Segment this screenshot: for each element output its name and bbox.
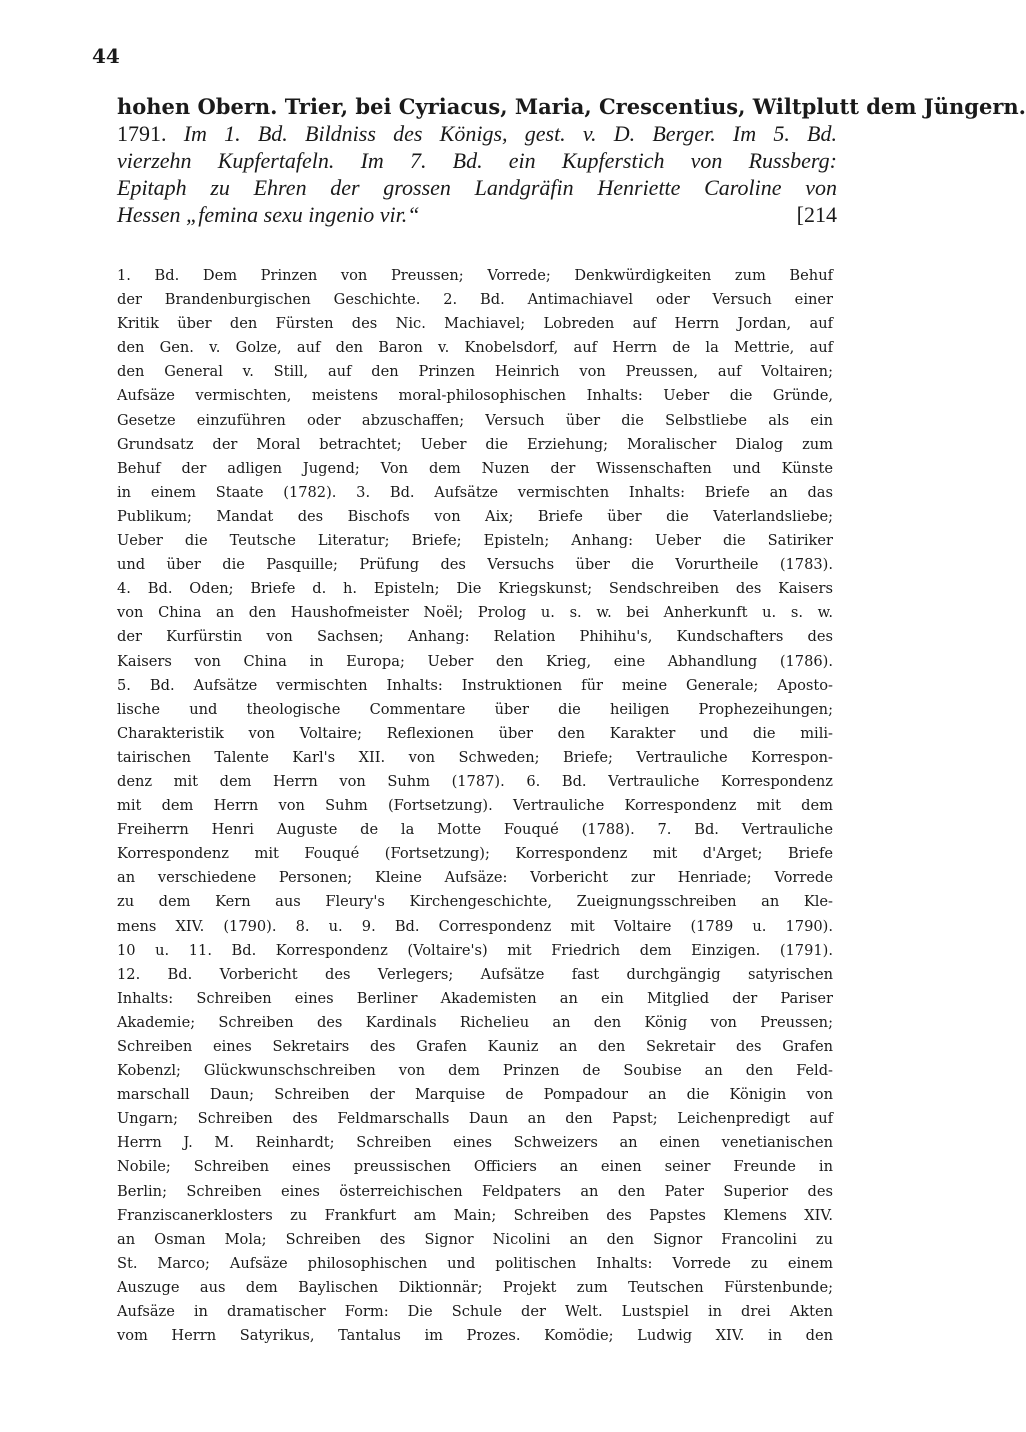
text-line: Franziscanerklosters zu Frankfurt am Main; Schreiben des Papstes Klemens XIV.: [117, 1206, 833, 1224]
header-line-2: [117, 120, 837, 147]
text-line: 12. Bd. Vorbericht des Verlegers; Aufsätze fast durchgängig satyrischen: [117, 965, 833, 983]
text-line: Kobenzl; Glückwunschschreiben von dem Prinzen de Soubise an den Feld-: [117, 1062, 833, 1080]
text-line: Charakteristik von Voltaire; Reflexionen über den Karakter und die mili-: [117, 724, 833, 742]
text-line: der Kurfürstin von Sachsen; Anhang: Relation Phihihu's, Kundschafters des: [117, 628, 833, 646]
text-line: Berlin; Schreiben eines österreichischen Feldpaters an den Pater Superior des: [117, 1182, 833, 1200]
header-line-5: [117, 201, 837, 228]
text-line: Schreiben eines Sekretairs des Grafen Kauniz an den Sekretair des Grafen: [117, 1038, 833, 1055]
text-line: Ueber die Teutsche Literatur; Briefe; Episteln; Anhang: Ueber die Satiriker: [117, 532, 833, 550]
header-line-3: [117, 147, 837, 174]
text-line: Korrespondenz mit Fouqué (Fortsetzung); Korrespondenz mit d'Arget; Briefe: [117, 845, 833, 863]
text-line: den Gen. v. Golze, auf den Baron v. Knobelsdorf, auf Herrn de la Mettrie, auf: [117, 339, 833, 357]
text-line: Behuf der adligen Jugend; Von dem Nuzen der Wissenschaften und Künste: [117, 459, 833, 477]
text-line: 4. Bd. Oden; Briefe d. h. Episteln; Die Kriegskunst; Sendschreiben des Kaisers: [117, 580, 833, 598]
text-line: Publikum; Mandat des Bischofs von Aix; Briefe über die Vaterlandsliebe;: [117, 507, 833, 525]
text-line: Herrn J. M. Reinhardt; Schreiben eines Schweizers an einen venetianischen: [117, 1134, 833, 1152]
bibliographic-entry-header: [117, 93, 1026, 228]
header-line-4: [117, 174, 837, 201]
text-line: Gesetze einzuführen oder abzuschaffen; Versuch über die Selbstliebe als ein: [117, 411, 833, 429]
text-line: von China an den Haushofmeister Noël; Prolog u. s. w. bei Anherkunft u. s. w.: [117, 604, 833, 622]
text-line: Nobile; Schreiben eines preussischen Officiers an einen seiner Freunde in: [117, 1158, 833, 1176]
text-line: Freiherrn Henri Auguste de la Motte Fouqué (1788). 7. Bd. Vertrauliche: [117, 821, 833, 839]
header-note: Epitaph zu Ehren der grossen Landgräfin Henriette Caroline von: [117, 175, 837, 200]
text-line: in einem Staate (1782). 3. Bd. Aufsätze vermischten Inhalts: Briefe an das: [117, 483, 833, 501]
text-line: den General v. Still, auf den Prinzen Heinrich von Preussen, auf Voltairen;: [117, 363, 833, 381]
header-note: vierzehn Kupfertafeln. Im 7. Bd. ein Kupferstich von Russberg:: [117, 148, 837, 173]
text-line: Inhalts: Schreiben eines Berliner Akademisten an ein Mitglied der Pariser: [117, 989, 833, 1007]
header-year: 1791.: [117, 121, 184, 146]
text-line: tairischen Talente Karl's XII. von Schweden; Briefe; Vertrauliche Korrespon-: [117, 748, 833, 766]
text-line: mit dem Herrn von Suhm (Fortsetzung). Vertrauliche Korrespondenz mit dem: [117, 797, 833, 815]
text-line: Akademie; Schreiben des Kardinals Richelieu an den König von Preussen;: [117, 1013, 833, 1031]
header-note: Im 1. Bd. Bildniss des Königs, gest. v. D. Berger. Im 5. Bd.: [183, 121, 838, 146]
text-line: 5. Bd. Aufsätze vermischten Inhalts: Instruktionen für meine Generale; Aposto-: [117, 676, 833, 694]
text-line: Auszuge aus dem Baylischen Diktionnär; Projekt zum Teutschen Fürstenbunde;: [117, 1278, 833, 1296]
text-line: Aufsäze in dramatischer Form: Die Schule der Welt. Lustspiel in drei Akten: [117, 1303, 833, 1321]
text-line: mens XIV. (1790). 8. u. 9. Bd. Correspondenz mit Voltaire (1789 u. 1790).: [117, 917, 833, 935]
text-line: Grundsatz der Moral betrachtet; Ueber die Erziehung; Moralischer Dialog zum: [117, 435, 833, 453]
text-line: 10 u. 11. Bd. Korrespondenz (Voltaire's) mit Friedrich dem Einzigen. (1791).: [117, 941, 833, 959]
text-line: Ungarn; Schreiben des Feldmarschalls Daun an den Papst; Leichenpredigt auf: [117, 1110, 833, 1128]
page-number: 44: [92, 44, 120, 68]
text-line: St. Marco; Aufsäze philosophischen und politischen Inhalts: Vorrede zu einem: [117, 1254, 833, 1272]
text-line: zu dem Kern aus Fleury's Kirchengeschichte, Zueignungsschreiben an Kle-: [117, 893, 833, 911]
text-line: vom Herrn Satyrikus, Tantalus im Prozes. Komödie; Ludwig XIV. in den: [117, 1327, 833, 1345]
text-line: Kritik über den Fürsten des Nic. Machiavel; Lobreden auf Herrn Jordan, auf: [117, 315, 833, 333]
text-line: an Osman Mola; Schreiben des Signor Nicolini an den Signor Francolini zu: [117, 1230, 833, 1248]
contents-paragraph: [117, 264, 833, 1348]
text-line: an verschiedene Personen; Kleine Aufsäze: Vorbericht zur Henriade; Vorrede: [117, 869, 833, 887]
text-line: Kaisers von China in Europa; Ueber den Krieg, eine Abhandlung (1786).: [117, 652, 833, 670]
text-line: marschall Daun; Schreiben der Marquise de Pompadour an die Königin von: [117, 1086, 833, 1104]
header-note: Hessen „femina sexu ingenio vir.“: [117, 202, 420, 227]
text-line: der Brandenburgischen Geschichte. 2. Bd. Antimachiavel oder Versuch einer: [117, 291, 833, 309]
text-line: lische und theologische Commentare über die heiligen Prophezeihungen;: [117, 700, 833, 718]
reference-number: [214: [796, 202, 837, 227]
header-line-1: [117, 93, 1026, 120]
text-line: denz mit dem Herrn von Suhm (1787). 6. Bd. Vertrauliche Korrespondenz: [117, 772, 833, 790]
text-line: 1. Bd. Dem Prinzen von Preussen; Vorrede; Denkwürdigkeiten zum Behuf: [117, 267, 833, 284]
text-line: und über die Pasquille; Prüfung des Versuchs über die Vorurtheile (1783).: [117, 556, 833, 574]
fraktur-imprint: hohen Obern. Trier, bei Cyriacus, Maria, Crescentius, Wiltplutt dem Jüngern.: [117, 94, 1026, 119]
text-line: Aufsäze vermischten, meistens moral-philosophischen Inhalts: Ueber die Gründe,: [117, 387, 833, 405]
